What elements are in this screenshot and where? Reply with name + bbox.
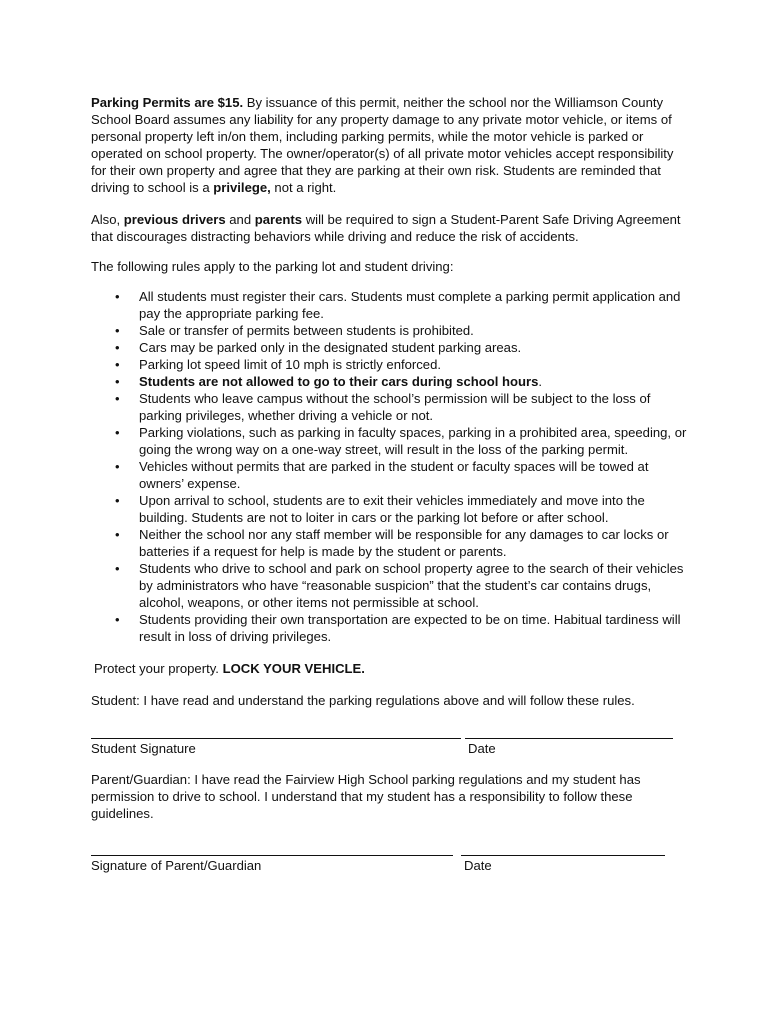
also-text: Also,: [91, 212, 124, 227]
rule-item: [91, 458, 691, 492]
parent-date-label: Date: [464, 858, 492, 873]
agreement-paragraph: [91, 211, 691, 245]
bullet-icon: •: [115, 357, 120, 372]
parent-signature-row: [91, 839, 691, 873]
permit-price-lead: Parking Permits are $15.: [91, 95, 244, 110]
bullet-icon: •: [115, 340, 120, 355]
parent-signature-line[interactable]: [91, 855, 453, 856]
student-signature-row: [91, 722, 691, 756]
student-signature-line[interactable]: [91, 738, 461, 739]
rule-text: Students who leave campus without the school’s permission will be subject to the loss of parking privileges, whether driving a vehicle or not.: [139, 391, 651, 423]
rule-item: [91, 288, 691, 322]
rule-item: [91, 390, 691, 424]
privilege-word: privilege,: [213, 180, 271, 195]
bullet-icon: •: [115, 459, 120, 474]
bullet-icon: •: [115, 391, 120, 406]
rule-text: All students must register their cars. Students must complete a parking permit application and pay the appropriate parking fee.: [139, 289, 681, 321]
rule-text: Sale or transfer of permits between students is prohibited.: [139, 323, 474, 338]
protect-text: Protect your property.: [94, 661, 223, 676]
rule-item: [91, 526, 691, 560]
rule-text-bold: Students are not allowed to go to their cars during school hours: [139, 374, 539, 389]
rule-item: [91, 492, 691, 526]
bullet-icon: •: [115, 323, 120, 338]
rules-list: [91, 288, 691, 645]
rule-text: Neither the school nor any staff member will be responsible for any damages to car locks or batteries if a request for help is made by the student or parents.: [139, 527, 669, 559]
rule-text: Upon arrival to school, students are to exit their vehicles immediately and move into the building. Students are not to loiter in cars or the parking lot before or after school.: [139, 493, 645, 525]
rule-item: [91, 611, 691, 645]
bullet-icon: •: [115, 527, 120, 542]
student-statement: Student: I have read and understand the parking regulations above and will follow these rules.: [91, 693, 635, 708]
bullet-icon: •: [115, 289, 120, 304]
rule-text: Parking violations, such as parking in faculty spaces, parking in a prohibited area, speeding, or going the wrong way on a one-way street, will result in the loss of the parking permit.: [139, 425, 687, 457]
parent-signature-label: Signature of Parent/Guardian: [91, 858, 262, 873]
bullet-icon: •: [115, 561, 120, 576]
bullet-icon: •: [115, 374, 120, 389]
rule-text: Vehicles without permits that are parked in the student or faculty spaces will be towed at owners’ expense.: [139, 459, 649, 491]
parents-word: parents: [254, 212, 303, 227]
rule-text: Cars may be parked only in the designated student parking areas.: [139, 340, 522, 355]
rule-text: Students providing their own transportation are expected to be on time. Habitual tardiness will result in loss of driving privileges.: [139, 612, 681, 644]
lock-vehicle-text: LOCK YOUR VEHICLE.: [222, 661, 365, 676]
rule-item: [91, 322, 691, 339]
rule-period: .: [538, 374, 543, 389]
student-date-line[interactable]: [465, 738, 673, 739]
previous-drivers-word: previous drivers: [123, 212, 226, 227]
rule-text: Parking lot speed limit of 10 mph is strictly enforced.: [139, 357, 442, 372]
and-text: and: [225, 212, 255, 227]
protect-property-line: [91, 660, 691, 677]
intro-paragraph: [91, 94, 691, 196]
student-signature-label: Student Signature: [91, 741, 196, 756]
rule-item: [91, 560, 691, 611]
rule-item: [91, 373, 691, 390]
rule-item: [91, 339, 691, 356]
bullet-icon: •: [115, 493, 120, 508]
agreement-text: will be required to sign a Student-Parent Safe Driving Agreement that discourages distracting behaviors while driving and reduce the risk of accidents.: [91, 212, 681, 244]
student-date-label: Date: [468, 741, 496, 756]
rule-item: [91, 424, 691, 458]
liability-text: By issuance of this permit, neither the school nor the Williamson County School Board assumes any liability for any property damage to any private motor vehicle, or items of personal property left in/on them, including parking permits, while the motor vehicle is parked or operated on school property. The owner/operator(s) of all private motor vehicles accept responsibility for their own property and agree that they are parking at their own risk. Students are reminded that driving to school is a: [91, 95, 674, 195]
parent-date-line[interactable]: [461, 855, 665, 856]
rule-text: Students who drive to school and park on school property agree to the search of their vehicles by administrators who have “reasonable suspicion” that the student’s car contains drugs, alcohol, weapons, or other items not permissible at school.: [139, 561, 684, 610]
rule-item: [91, 356, 691, 373]
document-page: [91, 94, 691, 873]
bullet-icon: •: [115, 425, 120, 440]
rules-intro: The following rules apply to the parking lot and student driving:: [91, 259, 454, 274]
bullet-icon: •: [115, 612, 120, 627]
not-a-right-text: not a right.: [270, 180, 337, 195]
parent-statement: Parent/Guardian: I have read the Fairview High School parking regulations and my student has permission to drive to school. I understand that my student has a responsibility to follow these guidelines.: [91, 772, 641, 821]
